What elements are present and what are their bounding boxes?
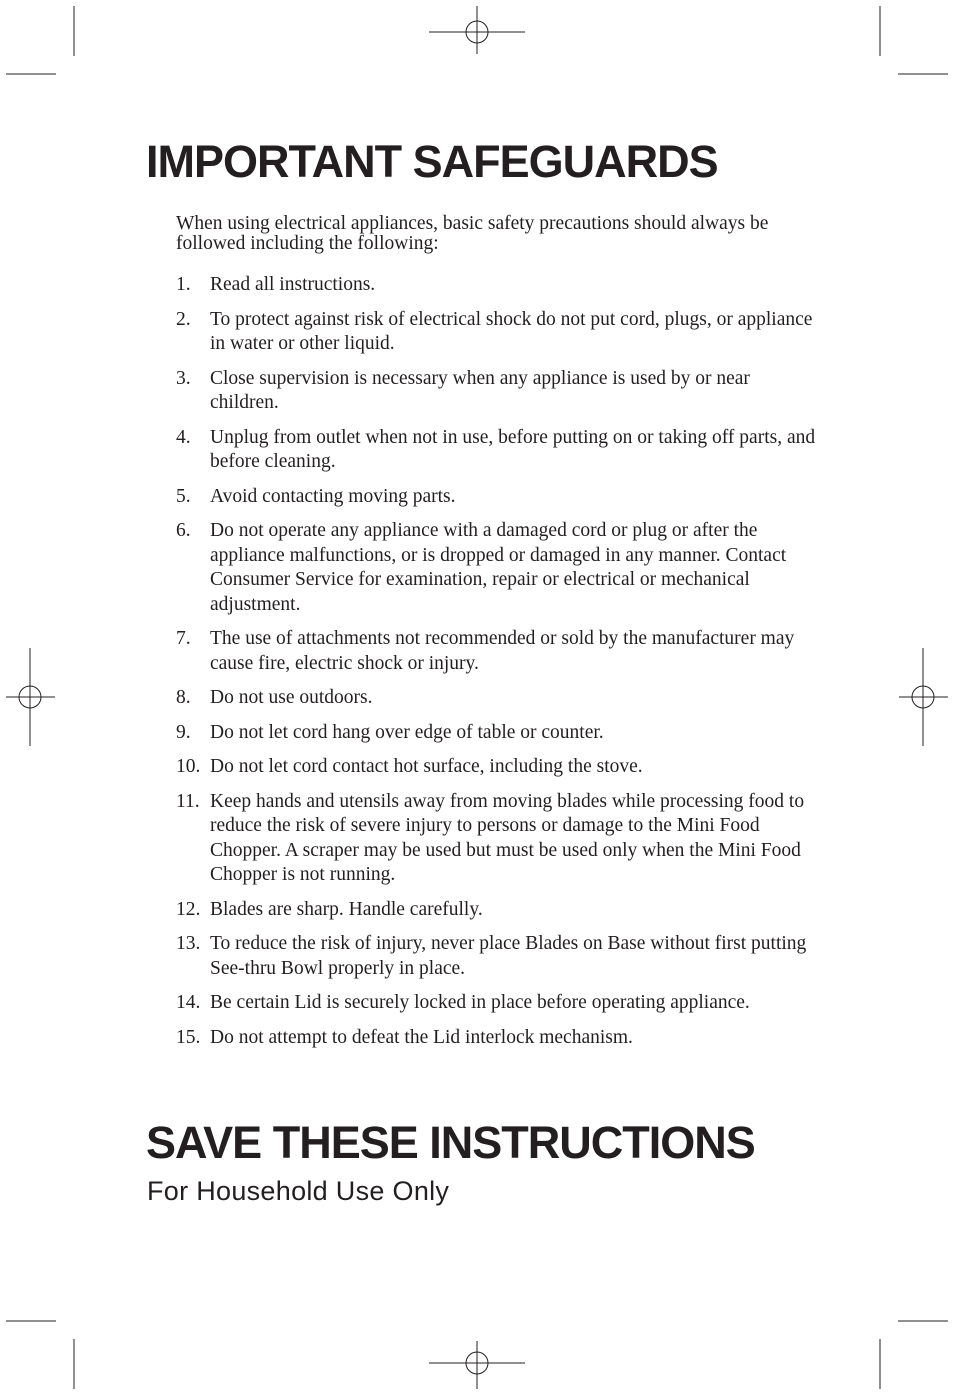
item-number: 2. xyxy=(176,308,191,330)
list-item xyxy=(176,1026,816,1051)
item-text: The use of attachments not recommended or sold by the manufacturer may cause fire, electric shock or injury. xyxy=(210,628,795,674)
item-text: To reduce the risk of injury, never place Blades on Base without first putting See-thru Bowl properly in place. xyxy=(210,933,807,979)
item-text: Do not use outdoors. xyxy=(210,687,373,708)
household-use-subtitle: For Household Use Only xyxy=(147,1176,450,1206)
item-number: 12. xyxy=(176,898,201,920)
list-item xyxy=(176,932,816,981)
list-item xyxy=(176,991,816,1016)
item-number: 6. xyxy=(176,520,191,541)
item-number: 9. xyxy=(176,721,191,743)
list-item xyxy=(176,308,816,357)
list-item xyxy=(176,519,816,617)
item-text: Keep hands and utensils away from moving blades while processing food to reduce the risk of severe injury to persons or damage to the Mini Food Chopper. A scraper may be used but must be used only when the Mini Food Chopper is not running. xyxy=(210,790,805,885)
item-text: Close supervision is necessary when any appliance is used by or near children. xyxy=(210,367,750,413)
item-text: Do not attempt to defeat the Lid interlock mechanism. xyxy=(210,1026,633,1048)
item-number: 13. xyxy=(176,933,201,954)
intro-paragraph: When using electrical appliances, basic safety precautions should always be followed including the following: xyxy=(176,213,769,254)
list-item xyxy=(176,755,816,780)
item-text: Do not let cord contact hot surface, including the stove. xyxy=(210,756,643,777)
item-text: Blades are sharp. Handle carefully. xyxy=(210,898,483,920)
list-item xyxy=(176,721,816,746)
item-number: 8. xyxy=(176,687,191,708)
list-item xyxy=(176,898,816,923)
item-text: Do not let cord hang over edge of table or counter. xyxy=(210,721,604,743)
item-number: 10. xyxy=(176,756,201,777)
safeguards-list xyxy=(176,273,816,1060)
item-text: Unplug from outlet when not in use, before putting on or taking off parts, and before cleaning. xyxy=(210,426,816,472)
item-text: Be certain Lid is securely locked in place before operating appliance. xyxy=(210,992,750,1013)
item-number: 14. xyxy=(176,992,201,1013)
item-number: 1. xyxy=(176,274,191,295)
list-item xyxy=(176,790,816,888)
list-item xyxy=(176,426,816,475)
item-number: 11. xyxy=(176,790,200,812)
item-number: 4. xyxy=(176,426,191,448)
page-title: IMPORTANT SAFEGUARDS xyxy=(146,136,718,187)
list-item xyxy=(176,686,816,711)
item-number: 15. xyxy=(176,1026,201,1048)
item-text: Read all instructions. xyxy=(210,274,376,295)
item-text: Do not operate any appliance with a damaged cord or plug or after the appliance malfunctions, or is dropped or damaged in any manner. Contact Consumer Service for examination, repair or electrical or mechanical adjustment. xyxy=(210,520,787,615)
list-item xyxy=(176,485,816,510)
list-item xyxy=(176,273,816,298)
item-text: To protect against risk of electrical shock do not put cord, plugs, or appliance in water or other liquid. xyxy=(210,308,813,354)
item-number: 7. xyxy=(176,628,191,649)
item-number: 3. xyxy=(176,367,191,389)
item-number: 5. xyxy=(176,485,191,507)
save-instructions-heading: SAVE THESE INSTRUCTIONS xyxy=(146,1117,755,1168)
list-item xyxy=(176,367,816,416)
list-item xyxy=(176,627,816,676)
item-text: Avoid contacting moving parts. xyxy=(210,485,456,507)
